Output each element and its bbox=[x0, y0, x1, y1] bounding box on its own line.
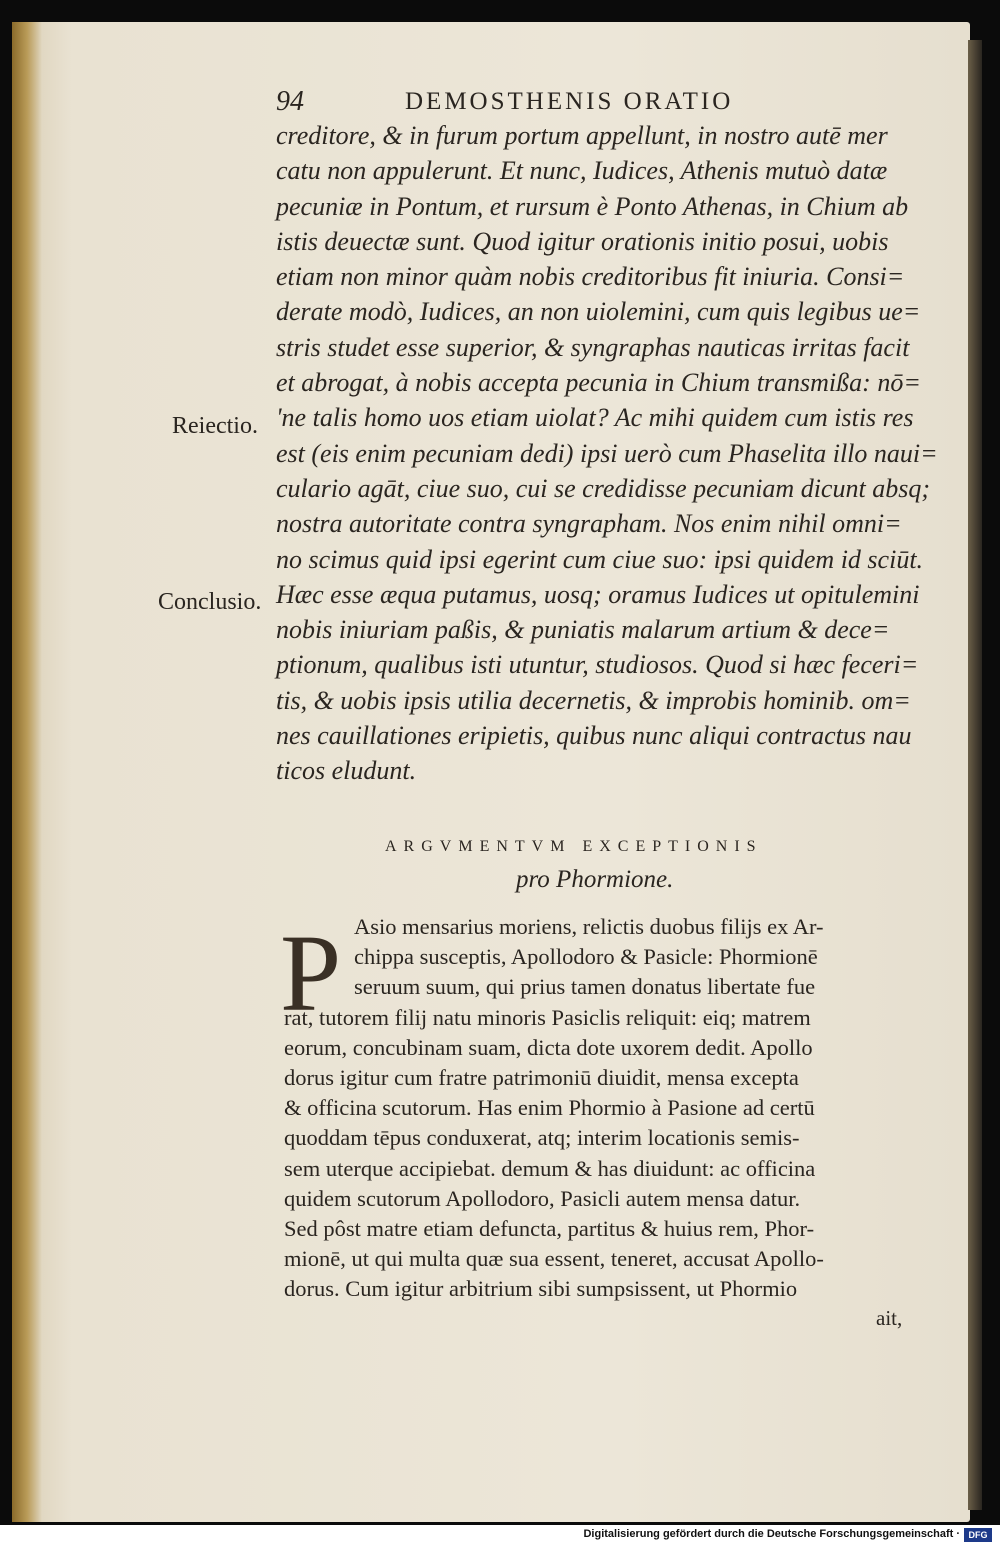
text-line: no scimus quid ipsi egerint cum ciue suo: ipsi quidem id sciūt. bbox=[276, 544, 924, 574]
running-head: DEMOSTHENIS ORATIO bbox=[405, 88, 734, 115]
text-line: stris studet esse superior, & syngraphas nauticas irritas facit bbox=[276, 332, 910, 362]
dfg-logo-icon: DFG bbox=[964, 1528, 992, 1542]
text-line: istis deuectæ sunt. Quod igitur orationis initio posui, uobis bbox=[276, 226, 889, 256]
text-line: Hæc esse æqua putamus, uosq; oramus Iudices ut opitulemini bbox=[276, 579, 920, 609]
text-line: derate modò, Iudices, an non uiolemini, cum quis legibus ue= bbox=[276, 297, 921, 327]
text-line: quidem scutorum Apollodoro, Pasicli autem mensa datur. bbox=[284, 1185, 801, 1211]
text-line: quoddam tēpus conduxerat, atq; interim locationis semis- bbox=[284, 1125, 800, 1151]
text-line: mionē, ut qui multa quæ sua essent, teneret, accusat Apollo- bbox=[284, 1246, 824, 1272]
text-line: dorus. Cum igitur arbitrium sibi sumpsissent, ut Phormio bbox=[284, 1276, 798, 1302]
section-title: ARGVMENTVM EXCEPTIONIS bbox=[385, 838, 763, 855]
text-line: rat, tutorem filij natu minoris Pasiclis reliquit: eiq; matrem bbox=[284, 1004, 811, 1030]
text-line: Asio mensarius moriens, relictis duobus filijs ex Ar- bbox=[354, 914, 824, 939]
text-line: etiam non minor quàm nobis creditoribus fit iniuria. Consi= bbox=[276, 262, 905, 292]
section-subtitle: pro Phormione. bbox=[516, 866, 674, 893]
folio-number: 94 bbox=[276, 86, 304, 117]
drop-capital: P bbox=[280, 912, 342, 1034]
sidenote-conclusio: Conclusio. bbox=[158, 589, 262, 615]
sidenote-reiectio: Reiectio. bbox=[172, 413, 258, 439]
text-line: sem uterque accipiebat. demum & has diuidunt: ac officina bbox=[284, 1155, 816, 1181]
text-line: dorus igitur cum fratre patrimoniū diuidit, mensa excepta bbox=[284, 1064, 799, 1090]
italic-text-block bbox=[276, 118, 938, 789]
page-edge bbox=[968, 40, 982, 1510]
text-line: culario agāt, ciue suo, cui se credidisse pecuniam dicunt absq; bbox=[276, 473, 930, 503]
text-line: seruum suum, qui prius tamen donatus libertate fue bbox=[354, 974, 816, 1000]
text-line: creditore, & in furum portum appellunt, in nostro autē mer bbox=[276, 121, 888, 150]
text-line: & officina scutorum. Has enim Phormio à Pasione ad certū bbox=[284, 1095, 815, 1121]
text-line: est (eis enim pecuniam dedi) ipsi uerò cum Phaselita illo naui= bbox=[276, 438, 938, 468]
text-line: Sed pôst matre etiam defuncta, partitus & huius rem, Phor- bbox=[284, 1215, 815, 1241]
catchword: ait, bbox=[876, 1306, 903, 1330]
text-line: 'ne talis homo uos etiam uiolat? Ac mihi quidem cum istis res bbox=[276, 403, 914, 433]
text-line: chippa susceptis, Apollodoro & Pasicle: Phormionē bbox=[354, 944, 818, 970]
text-line: tis, & uobis ipsis utilia decernetis, & improbis hominib. om= bbox=[276, 685, 911, 715]
roman-text-block bbox=[284, 912, 924, 1304]
text-line: catu non appulerunt. Et nunc, Iudices, Athenis mutuò datæ bbox=[276, 156, 888, 186]
text-line: nostra autoritate contra syngrapham. Nos enim nihil omni= bbox=[276, 509, 902, 539]
text-line: ptionum, qualibus isti utuntur, studiosos. Quod si hæc feceri= bbox=[276, 650, 919, 680]
text-line: ticos eludunt. bbox=[276, 756, 417, 786]
text-line: et abrogat, à nobis accepta pecunia in Chium transmißa: nō= bbox=[276, 368, 921, 398]
funding-credit: Digitalisierung gefördert durch die Deutsche Forschungsgemeinschaft · bbox=[583, 1528, 960, 1540]
text-line: nes cauillationes eripietis, quibus nunc aliqui contractus nau bbox=[276, 721, 912, 751]
text-line: nobis iniuriam paßis, & puniatis malarum artium & dece= bbox=[276, 615, 890, 645]
text-line: eorum, concubinam suam, dicta dote uxorem dedit. Apollo bbox=[284, 1034, 813, 1060]
page-gutter bbox=[12, 22, 42, 1522]
text-line: pecuniæ in Pontum, et rursum è Ponto Athenas, in Chium ab bbox=[276, 191, 909, 221]
footer-bar bbox=[0, 1525, 1000, 1546]
